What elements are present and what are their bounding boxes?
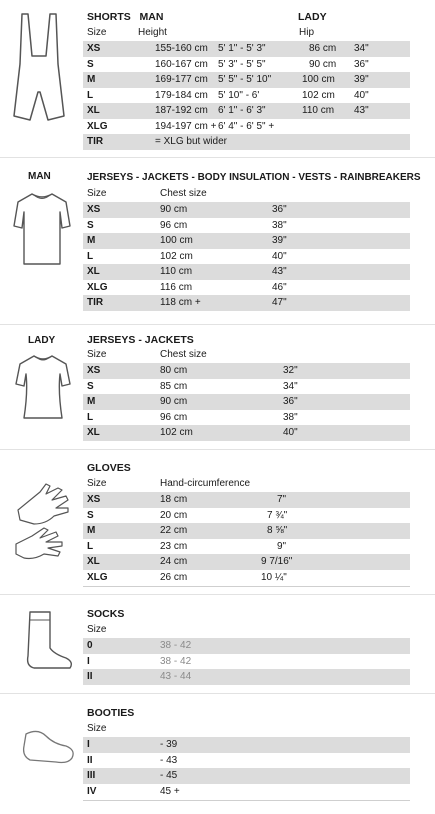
sock-icon	[20, 610, 76, 674]
table-row: XL 24 cm 9 7/16"	[83, 554, 410, 570]
table-row: XLG 116 cm 46"	[83, 280, 410, 297]
jerseys-man-section	[0, 160, 435, 320]
shorts-lady-label: LADY	[298, 11, 327, 23]
table-row: III - 45	[83, 768, 410, 784]
table-row: S 160-167 cm 5' 3" - 5' 5" 90 cm 36"	[83, 57, 410, 74]
table-row: II - 43	[83, 753, 410, 770]
jerseys-man-header-row: Size Chest size	[83, 186, 410, 203]
booties-title: BOOTIES	[87, 707, 135, 719]
table-row: M 22 cm 8 ⅝"	[83, 523, 410, 539]
table-row: L 179-184 cm 5' 10" - 6' 102 cm 40"	[83, 88, 410, 105]
table-row: L 102 cm 40"	[83, 249, 410, 266]
jerseys-lady-header-row: Size Chest size	[83, 347, 410, 364]
table-row: S 20 cm 7 ¾"	[83, 508, 410, 525]
table-row: II 43 - 44	[83, 669, 410, 685]
gloves-section	[0, 452, 435, 592]
socks-title: SOCKS	[87, 608, 125, 620]
section-divider	[0, 324, 435, 325]
jerseys-lady-section	[0, 326, 435, 448]
table-row: XS 80 cm 32"	[83, 363, 410, 379]
section-divider	[0, 693, 435, 694]
table-row: L 23 cm 9"	[83, 539, 410, 556]
booties-section	[0, 696, 435, 810]
table-row: L 96 cm 38"	[83, 410, 410, 427]
table-row: S 85 cm 34"	[83, 379, 410, 396]
table-row: TIR 118 cm + 47"	[83, 295, 410, 311]
table-row: M 100 cm 39"	[83, 233, 410, 249]
section-divider	[0, 594, 435, 595]
gloves-title: GLOVES	[87, 462, 131, 474]
table-row: IV 45 +	[83, 784, 410, 801]
bib-shorts-icon	[8, 12, 70, 130]
shorts-section	[0, 0, 435, 152]
socks-section	[0, 598, 435, 690]
gloves-header-row: Size Hand-circumference	[83, 476, 410, 493]
table-row: XS 155-160 cm 5' 1" - 5' 3" 86 cm 34"	[83, 41, 410, 57]
table-row: XLG 26 cm 10 ¼"	[83, 570, 410, 587]
section-divider	[0, 449, 435, 450]
jerseys-man-side-label: MAN	[28, 171, 51, 182]
table-row: 0 38 - 42	[83, 638, 410, 654]
gloves-icon	[10, 480, 76, 572]
jersey-man-icon	[12, 190, 72, 268]
table-row: TIR = XLG but wider	[83, 134, 410, 150]
table-row: M 90 cm 36"	[83, 394, 410, 410]
table-row: M 169-177 cm 5' 5" - 5' 10" 100 cm 39"	[83, 72, 410, 88]
jerseys-lady-title: JERSEYS - JACKETS	[87, 334, 194, 346]
section-divider	[0, 157, 435, 158]
table-row: XS 18 cm 7"	[83, 492, 410, 508]
shorts-header-row: Size Height Hip	[83, 25, 410, 42]
jersey-lady-icon	[14, 352, 72, 422]
bootie-icon	[20, 724, 78, 768]
shorts-title: SHORTS MAN	[87, 11, 164, 23]
table-row: XL 110 cm 43"	[83, 264, 410, 280]
booties-header-row: Size	[83, 721, 410, 738]
table-row: S 96 cm 38"	[83, 218, 410, 235]
table-row: XL 102 cm 40"	[83, 425, 410, 441]
jerseys-man-title: JERSEYS - JACKETS - BODY INSULATION - VESTS - RAINBREAKERS	[87, 172, 421, 183]
table-row: I - 39	[83, 737, 410, 753]
table-row: XLG 194-197 cm + 6' 4" - 6' 5" +	[83, 119, 410, 136]
table-row: XS 90 cm 36"	[83, 202, 410, 218]
socks-header-row: Size	[83, 622, 410, 639]
table-row: I 38 - 42	[83, 654, 410, 671]
table-row: XL 187-192 cm 6' 1" - 6' 3" 110 cm 43"	[83, 103, 410, 119]
jerseys-lady-side-label: LADY	[28, 335, 56, 346]
